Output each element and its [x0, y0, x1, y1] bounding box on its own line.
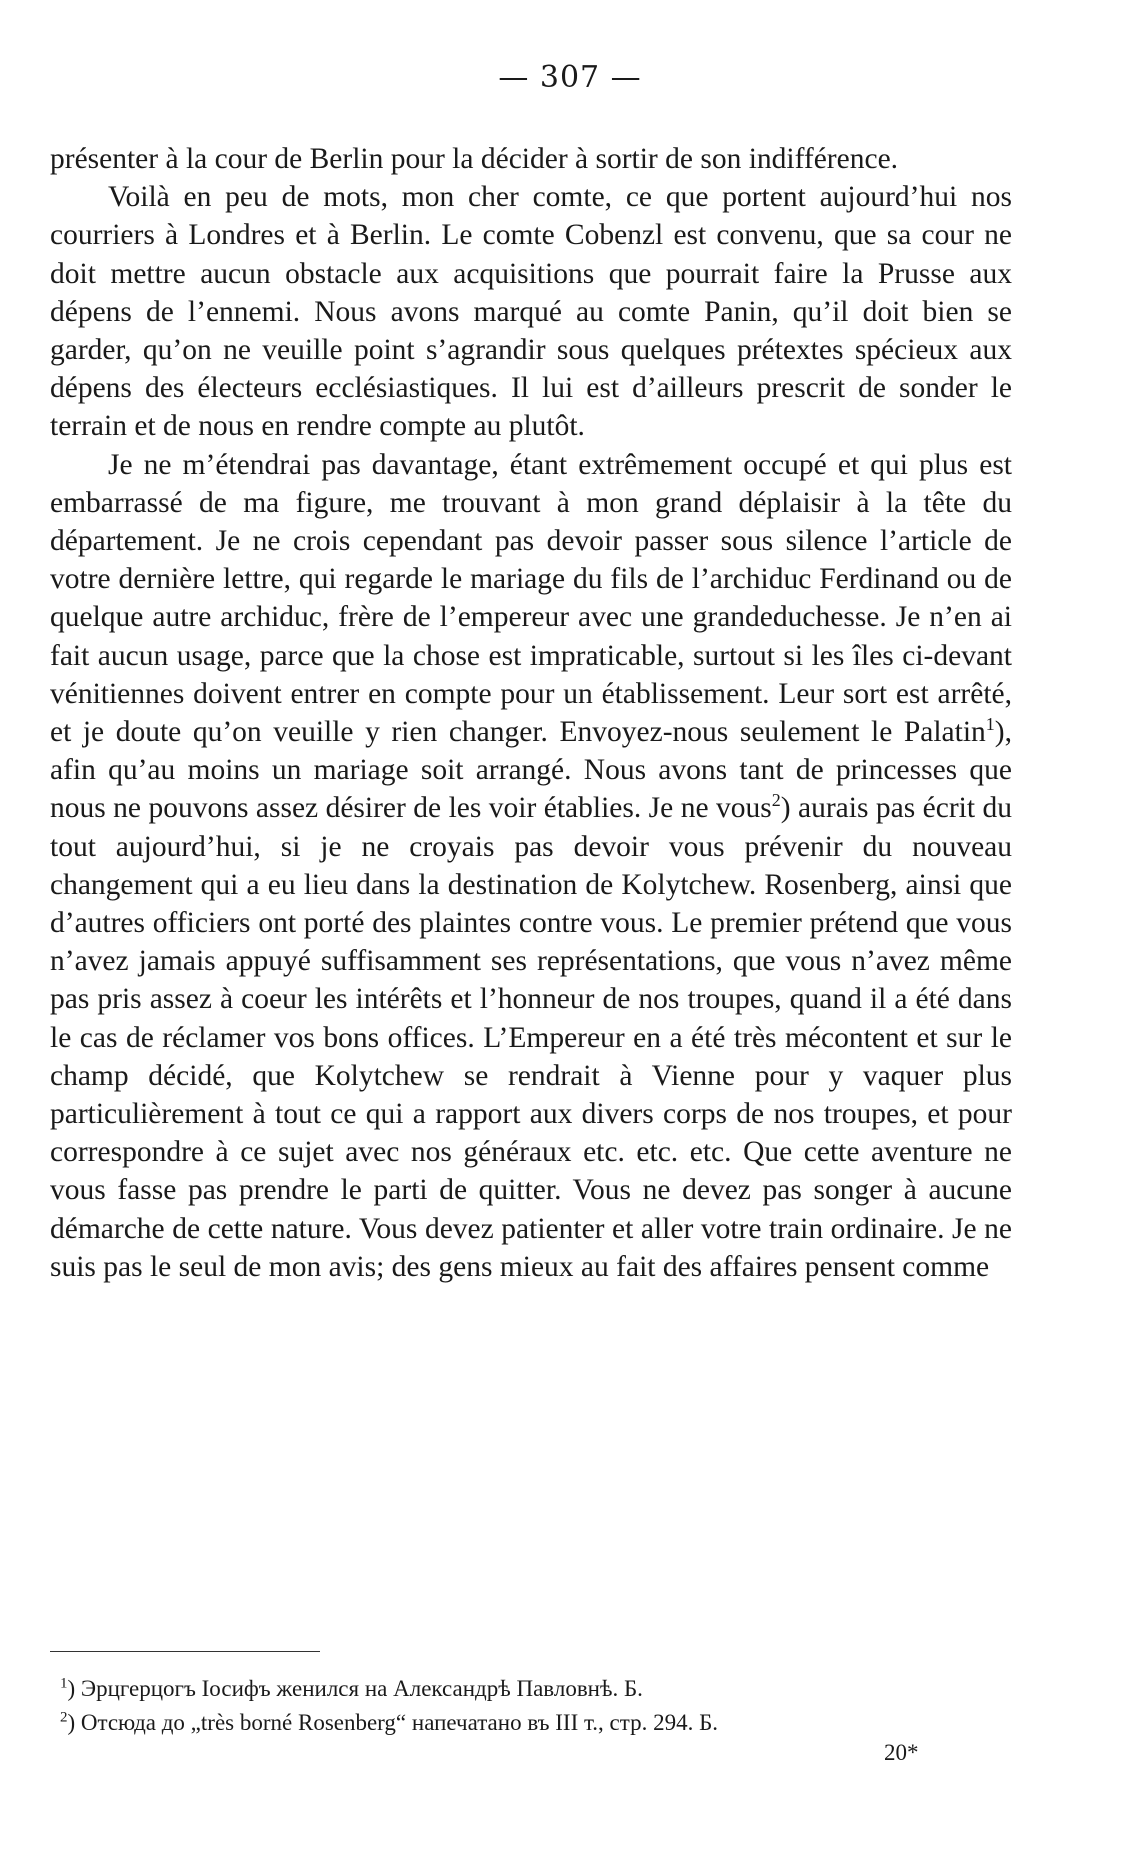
paragraph-2: Voilà en peu de mots, mon cher comte, ce que portent aujourd’hui nos courriers à Londres et à Berlin. Le comte Cobenzl est convenu, que sa cour ne doit mettre aucun obstacle aux acquisitions que pourrait faire la Prusse aux dépens de l’ennemi. Nous avons marqué au comte Panin, qu’il doit bien se garder, qu’on ne veuille point s’agrandir sous quelques prétextes spécieux aux dépens des électeurs ecclésiastiques. Il lui est d’ailleurs prescrit de sonder le terrain et de nous en rendre compte au plutôt. — [50, 181, 1012, 443]
paragraph-3-part-3: aurais pas écrit du tout aujourd’hui, si je ne croyais pas devoir vous prévenir du nouveau changement qui a eu lieu dans la destination de Kolytchew. Rosenberg, ainsi que d’autres officiers ont porté des plaintes contre vous. Le premier prétend que vous n’avez jamais appuyé suffisamment ses représentations, que vous n’avez même pas pris assez à coeur les intérêts et l’honneur de nos troupes, quand il a été dans le cas de réclamer vos bons offices. L’Empereur en a été très mécontent et sur le champ décidé, que Kolytchew se rendrait à Vienne pour y vaquer plus particulièrement à tout ce qui a rapport aux divers corps de nos troupes, et pour correspondre à ce sujet avec nos généraux etc. etc. etc. Que cette aventure ne vous fasse pas prendre le parti de quitter. Vous ne devez pas songer à aucune démarche de cette nature. Vous devez patienter et aller votre train ordinaire. Je ne suis pas le seul de mon avis; des gens mieux au fait des affaires pensent comme — [50, 792, 1012, 1283]
paragraph-3: Je ne m’étendrai pas davantage, étant extrêmement occupé et qui plus est embarrassé de ma figure, me trouvant à mon grand déplaisir à la tête du département. Je ne crois cependant pas devoir passer sous silence l’article de votre dernière lettre, qui regarde le mariage du fils de l’archiduc Ferdinand ou de quelque autre archiduc, frère de l’empereur avec une grandeduchesse. Je n’en ai fait aucun usage, parce que la chose est impraticable, surtout si les îles ci-devant vénitiennes doivent entrer en compte pour un établissement. Leur sort est arrêté, et je doute qu’on veuille y rien changer. Envoyez-nous seulement le Palatin$^1$), afin qu’au moins un mariage soit arrangé. Nous avons tant de princesses que nous ne pouvons assez désirer de les voir établies. Je ne vous$^2$) aurais pas écrit du tout aujourd’hui, si je ne croyais pas devoir vous prévenir du nouveau changement qui a eu lieu dans la destination de Kolytchew. Rosenberg, ainsi que d’autres officiers ont porté des plaintes contre vous. Le premier prétend que vous n’avez jamais appuyé suffisamment ses représentations, que vous n’avez même pas pris assez à coeur les intérêts et l’honneur de nos troupes, quand il a été dans le cas de réclamer vos bons offices. L’Empereur en a été très mécontent et sur le champ décidé, que Kolytchew se rendrait à Vienne pour y vaquer plus particulièrement à tout ce qui a rapport aux divers corps de nos troupes, et pour correspondre à ce sujet avec nos généraux etc. etc. etc. Que cette aventure ne vous fasse pas prendre le parti de quitter. Vous ne devez pas songer à aucune démarche de cette nature. Vous devez patienter et aller votre train ordinaire. Je ne suis pas le seul de mon avis; des gens mieux au fait des affaires pensent comme — [50, 448, 1012, 1283]
footnote-1 — [50, 1672, 1012, 1706]
signature-mark: 20* — [884, 1740, 919, 1765]
footnote-2-mark: 2 — [60, 1709, 68, 1726]
body-text — [50, 140, 1012, 1286]
paragraph-3-part-1: Je ne m’étendrai pas davantage, étant extrêmement occupé et qui plus est embarrassé de ma figure, me trouvant à mon grand déplaisir à la tête du département. Je ne crois cependant pas devoir passer sous silence l’article de votre dernière lettre, qui regarde le mariage du fils de l’archiduc Ferdinand ou de quelque autre archiduc, frère de l’empereur avec une grandeduchesse. Je n’en ai fait aucun usage, parce que la chose est impraticable, surtout si les îles ci-devant vénitiennes doivent entrer en compte pour un établissement. Leur sort est arrêté, et je doute qu’on veuille y rien changer. Envoyez-nous seulement le Palatin — [50, 448, 1012, 749]
paragraph-3-part-2: , afin qu’au moins un mariage soit arrangé. Nous avons tant de princesses que nous ne pouvons assez désirer de les voir établies. Je ne vous — [50, 716, 1012, 825]
footnote-1-mark: 1 — [60, 1675, 68, 1692]
footnote-2 — [50, 1706, 1012, 1740]
footnote-2-text: ) Отсюда до „très borné Rosenberg“ напечатано въ III т., стр. 294. Б. — [67, 1710, 719, 1735]
footnote-1-text: ) Эрцгерцогъ Іосифъ женился на Александрѣ Павловнѣ. Б. — [67, 1676, 643, 1701]
footnote-ref-1: 1 — [985, 714, 995, 735]
footnote-ref-2: 2 — [771, 790, 781, 811]
paragraph-1: présenter à la cour de Berlin pour la décider à sortir de son indifférence. — [50, 143, 899, 175]
page-number: — 307 — — [498, 60, 642, 95]
footnote-divider — [50, 1651, 320, 1652]
footnotes — [50, 1672, 1012, 1740]
